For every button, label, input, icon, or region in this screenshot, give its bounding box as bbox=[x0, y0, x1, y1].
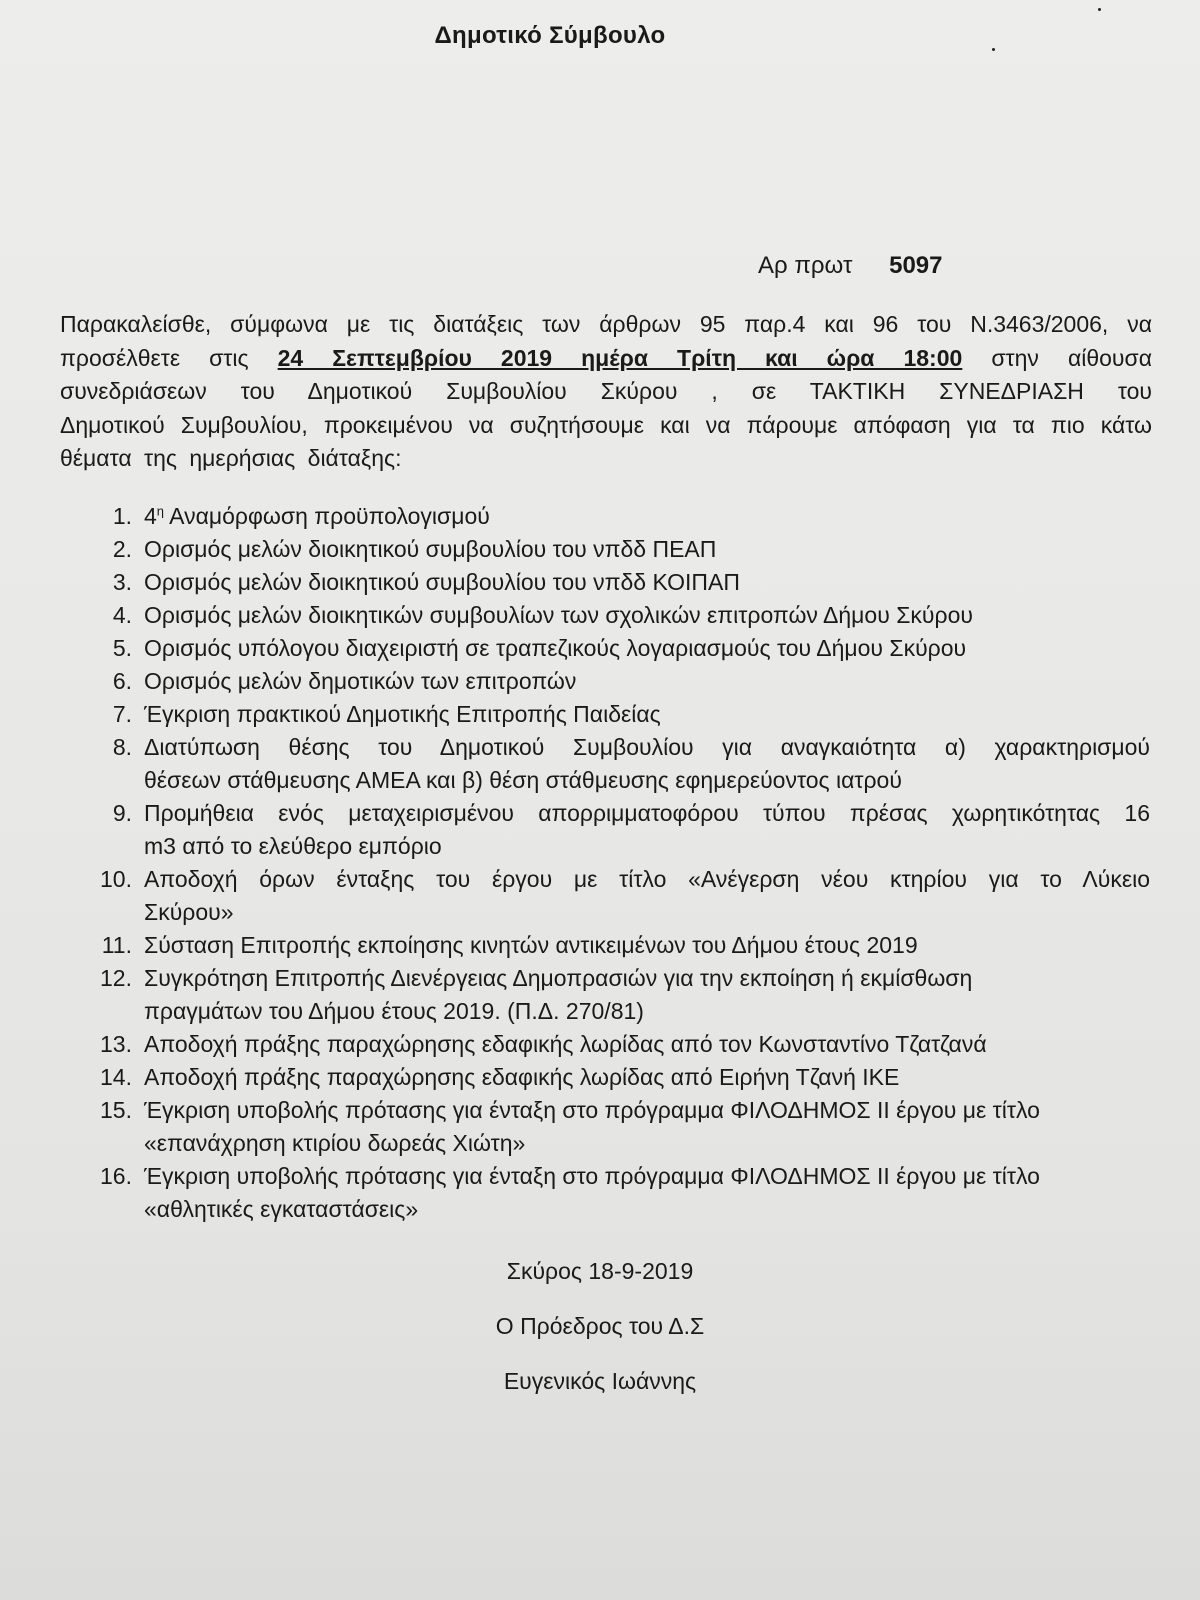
agenda-item-number: 1. bbox=[112, 503, 132, 529]
intro-line: συνεδριάσεων του Δημοτικού Συμβουλίου Σκύρου , σε ΤΑΚΤΙΚΗ ΣΥΝΕΔΡΙΑΣΗ του bbox=[60, 378, 1152, 404]
agenda-item bbox=[60, 797, 1150, 863]
agenda-item-number: 13. bbox=[100, 1031, 132, 1057]
agenda-item-number: 3. bbox=[112, 569, 132, 595]
intro-line-date-before: προσέλθετε στις bbox=[60, 344, 249, 371]
agenda-item bbox=[60, 1028, 1150, 1061]
agenda-item bbox=[60, 698, 1150, 731]
agenda-item-number: 9. bbox=[112, 800, 132, 826]
agenda-item-text: Έγκριση υποβολής πρότασης για ένταξη στο πρόγραμμα ΦΙΛΟΔΗΜΟΣ ΙΙ έργου με τίτλο bbox=[144, 1163, 1040, 1189]
agenda-item-text: Ορισμός μελών δημοτικών των επιτροπών bbox=[144, 668, 577, 694]
agenda-item bbox=[60, 1061, 1150, 1094]
agenda-item-text-continued: θέσεων στάθμευσης ΑΜΕΑ και β) θέση στάθμευσης εφημερεύοντος ιατρού bbox=[144, 767, 902, 793]
agenda-item-text-continued: m3 από το ελεύθερο εμπόριο bbox=[144, 833, 442, 859]
agenda-item-number: 4. bbox=[112, 602, 132, 628]
agenda-item-text: Ορισμός μελών διοικητικού συμβουλίου του νπδδ ΠΕΑΠ bbox=[144, 536, 717, 562]
agenda-list bbox=[60, 500, 1150, 1226]
president-name: Ευγενικός Ιωάννης bbox=[503, 1368, 697, 1394]
agenda-item-text: $4^\eta$ Αναμόρφωση προϋπολογισμού bbox=[144, 503, 490, 529]
agenda-item-number: 15. bbox=[100, 1097, 132, 1123]
agenda-item-number: 6. bbox=[112, 668, 132, 694]
agenda-item-text: Ορισμός μελών διοικητικού συμβουλίου του νπδδ ΚΟΙΠΑΠ bbox=[144, 569, 740, 595]
agenda-item-number: 2. bbox=[112, 536, 132, 562]
intro-line: Παρακαλείσθε, σύμφωνα με τις διατάξεις των άρθρων 95 παρ.4 και 96 του Ν.3463/2006, να bbox=[60, 311, 1152, 337]
agenda-item-number: 16. bbox=[100, 1163, 132, 1189]
agenda-item-text: Έγκριση πρακτικού Δημοτικής Επιτροπής Παιδείας bbox=[144, 701, 661, 727]
paper-speck bbox=[1098, 8, 1101, 11]
agenda-item-text: Ορισμός υπόλογου διαχειριστή σε τραπεζικούς λογαριασμούς του Δήμου Σκύρου bbox=[144, 635, 967, 661]
agenda-item bbox=[60, 731, 1150, 797]
agenda-item bbox=[60, 533, 1150, 566]
agenda-item-text: Συγκρότηση Επιτροπής Διενέργειας Δημοπρασιών για την εκποίηση ή εκμίσθωση bbox=[144, 965, 973, 991]
intro-line-date bbox=[60, 342, 1152, 376]
agenda-item-text-continued: Σκύρου» bbox=[144, 899, 234, 925]
intro-line: Δημοτικού Συμβουλίου, προκειμένου να συζητήσουμε και να πάρουμε απόφαση για τα πιο κάτω bbox=[60, 411, 1152, 438]
protocol-value: 5097 bbox=[889, 252, 943, 279]
agenda-item-number: 11. bbox=[101, 932, 132, 958]
agenda-item-number: 7. bbox=[112, 701, 132, 727]
agenda-item bbox=[60, 1160, 1150, 1226]
agenda-item-text-continued: «επανάχρηση κτιρίου δωρεάς Χιώτη» bbox=[144, 1130, 526, 1156]
president-title: Ο Πρόεδρος του Δ.Σ bbox=[495, 1313, 705, 1339]
intro-line-date-after: στην αίθουσα bbox=[991, 344, 1153, 371]
agenda-item bbox=[60, 566, 1150, 599]
agenda-item-text: Έγκριση υποβολής πρότασης για ένταξη στο πρόγραμμα ΦΙΛΟΔΗΜΟΣ ΙΙ έργου με τίτλο bbox=[144, 1097, 1040, 1123]
agenda-item bbox=[60, 665, 1150, 698]
agenda-item-text-continued: «αθλητικές εγκαταστάσεις» bbox=[144, 1196, 419, 1222]
intro-line: θέματα της ημερήσιας διάταξης: bbox=[60, 445, 402, 471]
meeting-date: 24 Σεπτεμβρίου 2019 ημέρα Τρίτη και ώρα 18:00 bbox=[277, 344, 963, 371]
document-title: Δημοτικό Σύμβουλο bbox=[434, 22, 666, 49]
agenda-item-number: 10. bbox=[100, 866, 132, 892]
intro-paragraph bbox=[60, 308, 1152, 476]
agenda-item-text: Διατύπωση θέσης του Δημοτικού Συμβουλίου για αναγκαιότητα α) χαρακτηρισμού bbox=[144, 734, 1150, 760]
protocol-label: Αρ πρωτ bbox=[758, 252, 853, 279]
agenda-item bbox=[60, 962, 1150, 1028]
protocol-number bbox=[758, 252, 942, 280]
agenda-item-text: Αποδοχή όρων ένταξης του έργου με τίτλο «Ανέγερση νέου κτηρίου για το Λύκειο bbox=[144, 866, 1150, 892]
agenda-item bbox=[60, 599, 1150, 632]
agenda-item-text: Αποδοχή πράξης παραχώρησης εδαφικής λωρίδας από τον Κωνσταντίνο Τζατζανά bbox=[144, 1031, 987, 1057]
agenda-item-number: 5. bbox=[112, 635, 132, 661]
agenda-item-text: Προμήθεια ενός μεταχειρισμένου απορριμματοφόρου τύπου πρέσας χωρητικότητας 16 bbox=[144, 800, 1150, 826]
agenda-item-text-continued: πραγμάτων του Δήμου έτους 2019. (Π.Δ. 270/81) bbox=[144, 998, 644, 1024]
place-date: Σκύρος 18-9-2019 bbox=[506, 1258, 694, 1284]
agenda-item-text: Αποδοχή πράξης παραχώρησης εδαφικής λωρίδας από Ειρήνη Τζανή ΙΚΕ bbox=[144, 1064, 900, 1090]
agenda-item-number: 14. bbox=[100, 1064, 132, 1090]
agenda-item bbox=[60, 632, 1150, 665]
agenda-item bbox=[60, 500, 1150, 533]
agenda-item bbox=[60, 1094, 1150, 1160]
agenda-item-number: 8. bbox=[112, 734, 132, 760]
agenda-item-text: Ορισμός μελών διοικητικών συμβουλίων των σχολικών επιτροπών Δήμου Σκύρου bbox=[144, 602, 973, 628]
agenda-item bbox=[60, 929, 1150, 962]
agenda-item bbox=[60, 863, 1150, 929]
agenda-item-number: 12. bbox=[100, 965, 132, 991]
agenda-item-text: Σύσταση Επιτροπής εκποίησης κινητών αντικειμένων του Δήμου έτους 2019 bbox=[144, 932, 918, 958]
